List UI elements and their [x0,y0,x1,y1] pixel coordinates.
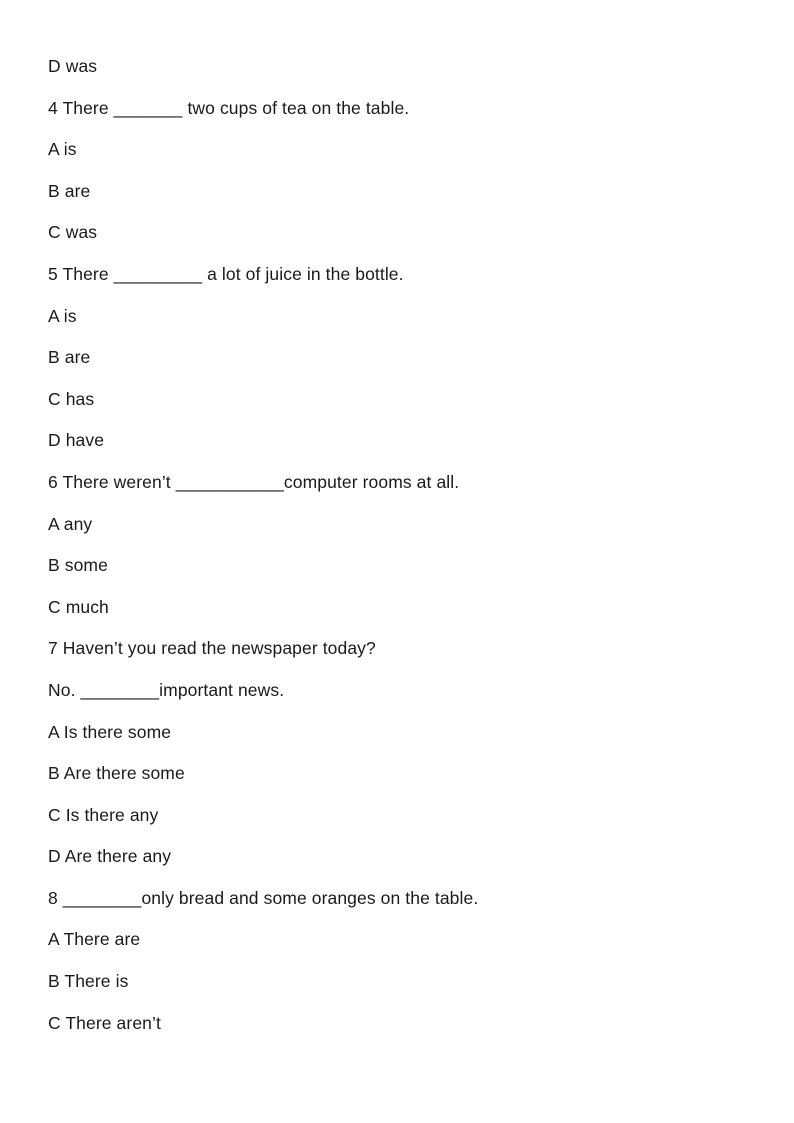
question-8: 8 ________only bread and some oranges on the table. [48,887,479,908]
question-7-answer-prompt: No. ________important news. [48,679,285,700]
option-d-q3: D was [48,56,98,76]
worksheet-page [48,56,748,1054]
option-b-q5: B are [48,347,91,368]
question-6: 6 There weren’t ___________computer rooms at all. [48,471,460,492]
option-a-q6: A any [48,513,93,534]
option-b-q6: B some [48,555,108,576]
question-7: 7 Haven’t you read the newspaper today? [48,638,376,659]
option-d-q7: D Are there any [48,846,172,867]
option-a-q5: A is [48,305,77,326]
option-c-q6: C much [48,596,109,617]
question-4: 4 There _______ two cups of tea on the table. [48,97,410,118]
option-c-q5: C has [48,388,95,409]
option-c-q8: C There aren’t [48,1012,161,1033]
option-c-q7: C Is there any [48,804,159,825]
option-c-q4: C was [48,222,98,243]
option-b-q7: B Are there some [48,763,185,784]
option-d-q5: D have [48,430,105,451]
option-a-q7: A Is there some [48,721,172,742]
option-a-q4: A is [48,139,77,160]
question-5: 5 There _________ a lot of juice in the bottle. [48,263,404,284]
option-b-q4: B are [48,180,91,201]
option-b-q8: B There is [48,971,129,992]
option-a-q8: A There are [48,929,141,950]
